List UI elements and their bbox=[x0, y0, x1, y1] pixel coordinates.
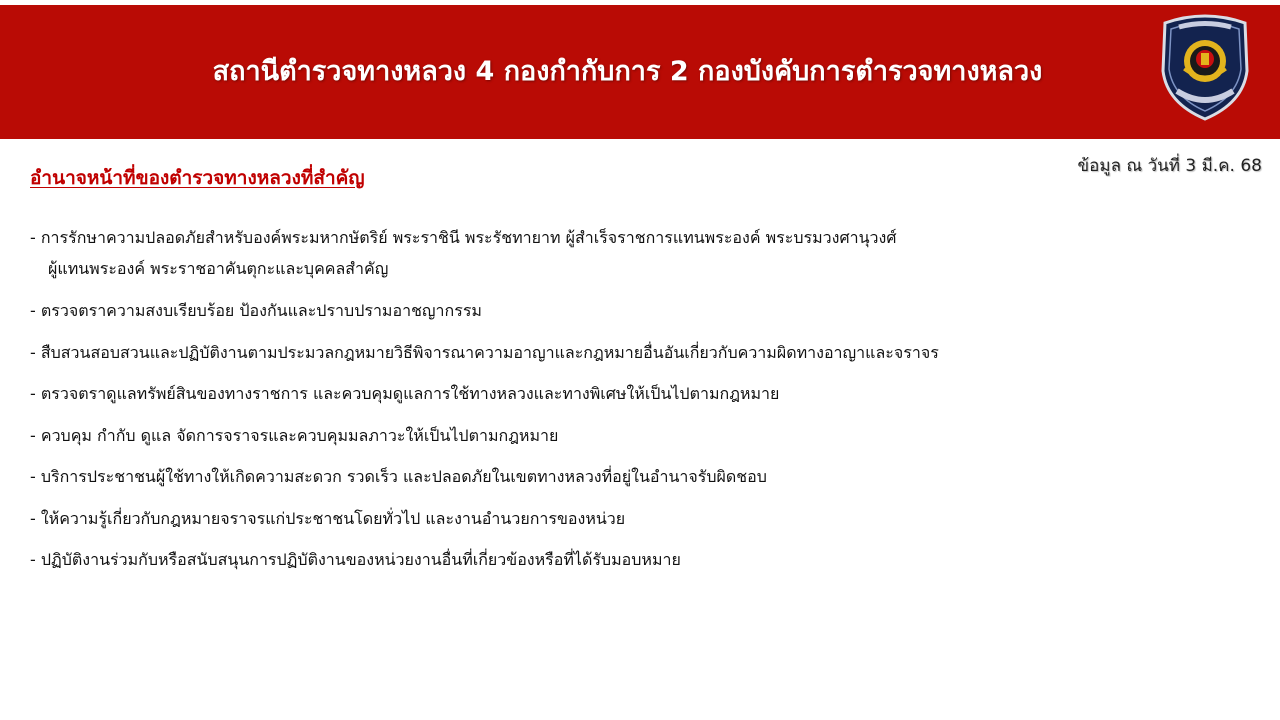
page-title: สถานีตำรวจทางหลวง 4 กองกำกับการ 2 กองบังคับการตำรวจทางหลวง bbox=[212, 56, 1043, 87]
duty-item bbox=[30, 422, 1230, 464]
duty-item bbox=[30, 463, 1230, 505]
duty-item-text: - ปฏิบัติงานร่วมกับหรือสนับสนุนการปฏิบัติงานของหน่วยงานอื่นที่เกี่ยวข้องหรือที่ได้รับมอบหมาย bbox=[30, 550, 681, 569]
duty-item-text: - การรักษาความปลอดภัยสำหรับองค์พระมหากษัตริย์ พระราชินี พระรัชทายาท ผู้สำเร็จราชการแทนพระองค์ พระบรมวงศานุวงศ์ bbox=[30, 228, 897, 247]
data-date-note: ข้อมูล ณ วันที่ 3 มี.ค. 68 bbox=[1077, 156, 1262, 176]
section-heading: อำนาจหน้าที่ของตำรวจทางหลวงที่สำคัญ bbox=[30, 167, 365, 189]
duty-item-text: - ตรวจตราความสงบเรียบร้อย ป้องกันและปราบปรามอาชญากรรม bbox=[30, 301, 482, 320]
duty-item-continuation: ผู้แทนพระองค์ พระราชอาคันตุกะและบุคคลสำคัญ bbox=[48, 259, 389, 278]
duty-item-text: - ควบคุม กำกับ ดูแล จัดการจราจรและควบคุมมลภาวะให้เป็นไปตามกฎหมาย bbox=[30, 425, 559, 445]
duty-item-text: - ตรวจตราดูแลทรัพย์สินของทางราชการ และควบคุมดูแลการใช้ทางหลวงและทางพิเศษให้เป็นไปตามกฎหมาย bbox=[30, 384, 780, 403]
header-banner bbox=[0, 5, 1280, 139]
highway-police-badge-icon bbox=[1155, 11, 1255, 121]
duty-item-text: - สืบสวนสอบสวนและปฏิบัติงานตามประมวลกฎหมายวิธีพิจารณาความอาญาและกฎหมายอื่นอันเกี่ยวกับความผิดทางอาญาและจราจร bbox=[30, 342, 939, 362]
duty-item bbox=[30, 546, 1230, 588]
duty-item bbox=[30, 339, 1230, 381]
duty-item-text: - ให้ความรู้เกี่ยวกับกฎหมายจราจรแก่ประชาชนโดยทั่วไป และงานอำนวยการของหน่วย bbox=[30, 508, 626, 528]
duty-item bbox=[30, 297, 1230, 339]
duty-item bbox=[30, 224, 1230, 297]
duty-list bbox=[30, 224, 1230, 588]
duty-item bbox=[30, 505, 1230, 547]
duty-item-text: - บริการประชาชนผู้ใช้ทางให้เกิดความสะดวก รวดเร็ว และปลอดภัยในเขตทางหลวงที่อยู่ในอำนาจรับผิดชอบ bbox=[30, 467, 767, 486]
duty-item bbox=[30, 380, 1230, 422]
